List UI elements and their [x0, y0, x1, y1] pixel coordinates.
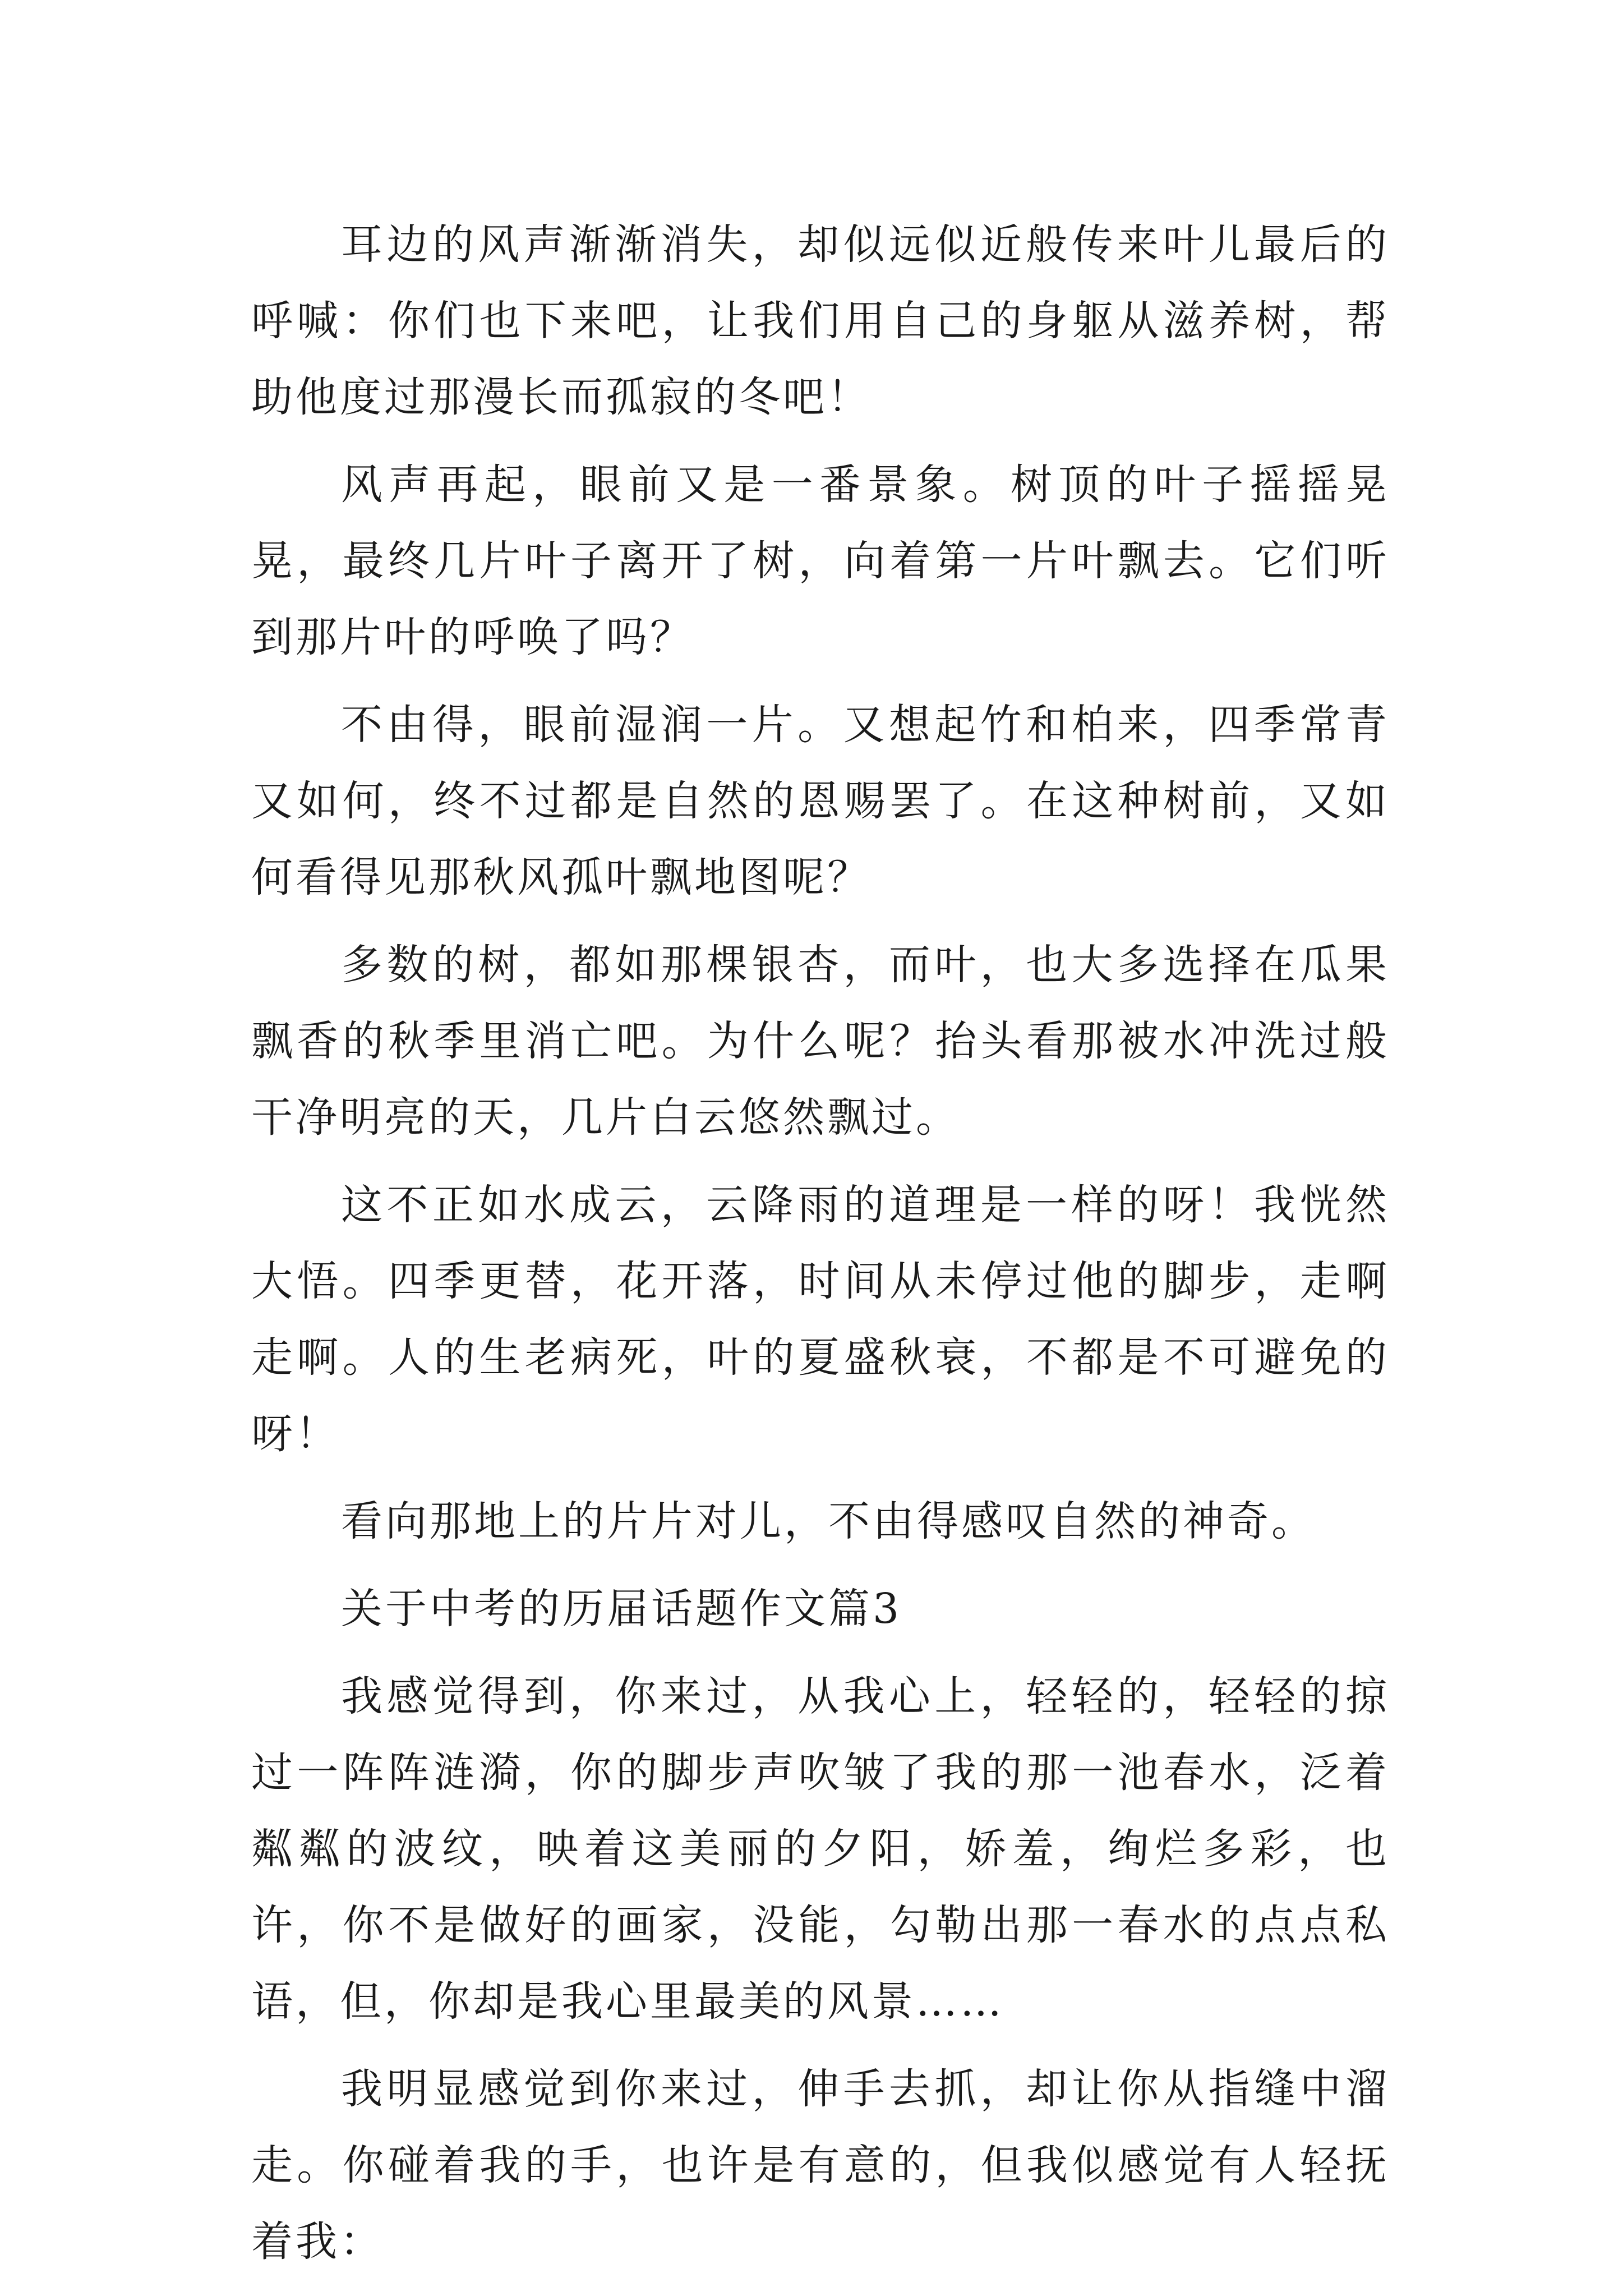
section-paragraph-1: 我感觉得到，你来过，从我心上，轻轻的，轻轻的掠过一阵阵涟漪，你的脚步声吹皱了我的那一池春水，泛着粼粼的波纹，映着这美丽的夕阳，娇羞，绚烂多彩，也许，你不是做好的画家，没能，勾勒出那一春水的点点私语，但，你却是我心里最美的风景…… — [251, 1672, 1390, 2026]
paragraph-4: 多数的树，都如那棵银杏，而叶，也大多选择在瓜果飘香的秋季里消亡吧。为什么呢？抬头看那被水冲洗过般干净明亮的天，几片白云悠然飘过。 — [251, 941, 1390, 1142]
paragraph-3: 不由得，眼前湿润一片。又想起竹和柏来，四季常青又如何，终不过都是自然的恩赐罢了。在这种树前，又如何看得见那秋风孤叶飘地图呢？ — [251, 701, 1390, 901]
document-body — [251, 206, 1390, 2291]
paragraph-5: 这不正如水成云，云降雨的道理是一样的呀！我恍然大悟。四季更替，花开落，时间从未停过他的脚步，走啊走啊。人的生老病死，叶的夏盛秋衰，不都是不可避免的呀！ — [251, 1181, 1390, 1458]
paragraph-6: 看向那地上的片片对儿，不由得感叹自然的神奇。 — [341, 1497, 1316, 1545]
paragraph-2: 风声再起，眼前又是一番景象。树顶的叶子摇摇晃晃，最终几片叶子离开了树，向着第一片叶飘去。它们听到那片叶的呼唤了吗？ — [251, 461, 1390, 661]
section-paragraph-2: 我明显感觉到你来过，伸手去抓，却让你从指缝中溜走。你碰着我的手，也许是有意的，但我似感觉有人轻抚着我： — [251, 2065, 1390, 2266]
section-heading: 关于中考的历届话题作文篇3 — [341, 1585, 902, 1633]
paragraph-1: 耳边的风声渐渐消失，却似远似近般传来叶儿最后的呼喊：你们也下来吧，让我们用自己的身躯从滋养树，帮助他度过那漫长而孤寂的冬吧！ — [251, 220, 1390, 421]
